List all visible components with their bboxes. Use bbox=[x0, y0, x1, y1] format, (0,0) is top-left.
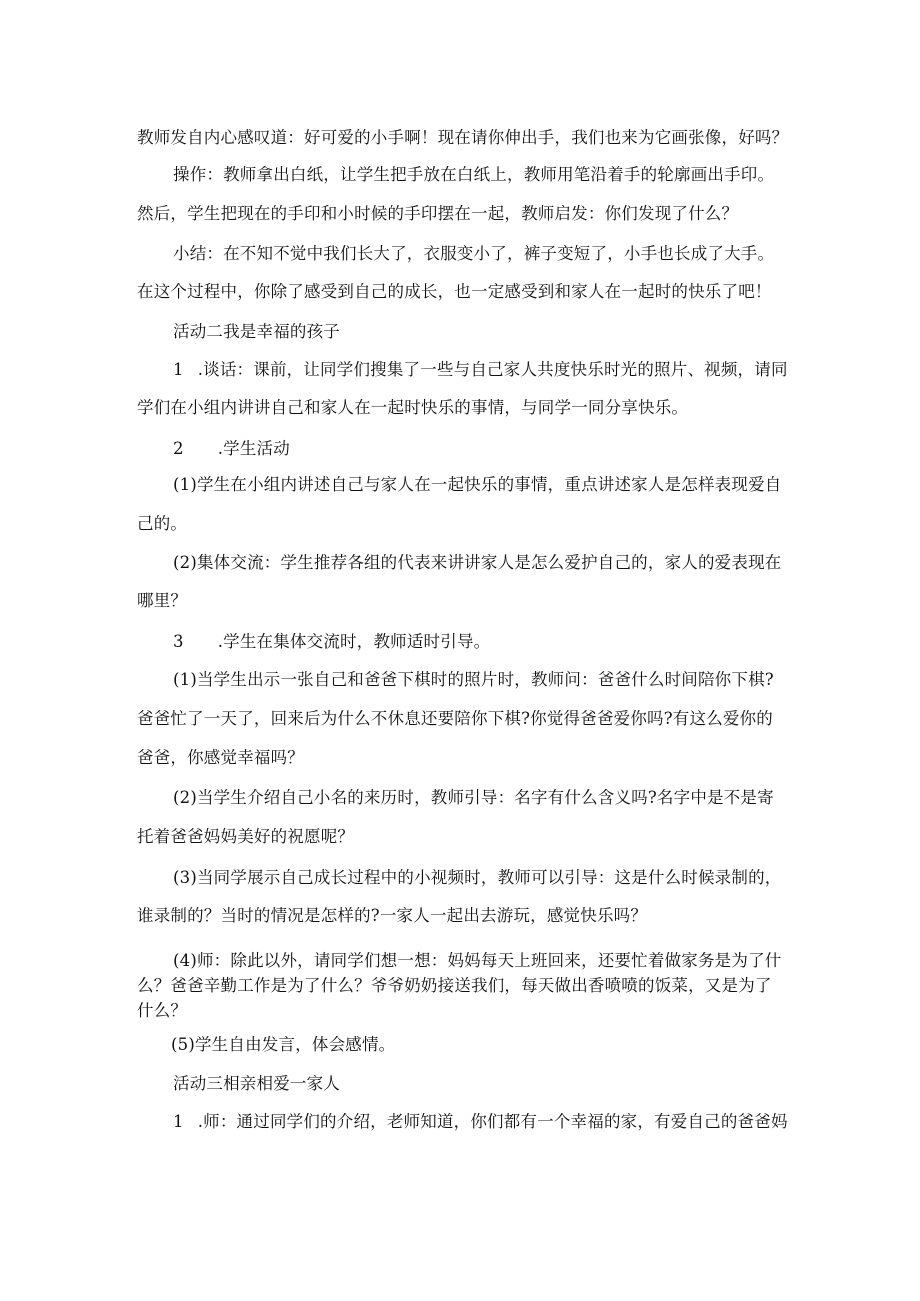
text-line: (4)师：除此以外，请同学们想一想：妈妈每天上班回来，还要忙着做家务是为了什 bbox=[173, 951, 782, 970]
item-number: 1 bbox=[173, 360, 184, 379]
text-line: (5)学生自由发言，体会感情。 bbox=[171, 1035, 396, 1054]
text-line: 在这个过程中，你除了感受到自己的成长，也一定感受到和家人在一起时的快乐了吧！ bbox=[137, 282, 772, 301]
item-number: 3 bbox=[173, 632, 184, 651]
section-heading-activity-3 bbox=[173, 1072, 340, 1096]
paragraph-sub-4b bbox=[137, 949, 781, 1023]
item-text: .学生活动 bbox=[217, 439, 290, 458]
paragraph-sub-1b bbox=[137, 668, 774, 770]
text-line: (3)当同学展示自己成长过程中的小视频时，教师可以引导：这是什么时候录制的， bbox=[173, 868, 782, 887]
item-number: 2 bbox=[173, 439, 184, 458]
text-line: 操作：教师拿出白纸，让学生把手放在白纸上，教师用笔沿着手的轮廓画出手印。 bbox=[173, 165, 775, 184]
item-text: .学生在集体交流时，教师适时引导。 bbox=[217, 632, 491, 651]
paragraph-sub-2 bbox=[137, 551, 781, 613]
paragraph-item-2 bbox=[173, 437, 290, 461]
paragraph-sub-1 bbox=[137, 473, 781, 536]
item-text: .师：通过同学们的介绍，老师知道，你们都有一个幸福的家，有爱自己的爸爸妈 bbox=[197, 1112, 788, 1131]
text-line: 么？爸爸辛勤工作是为了什么？爷爷奶奶接送我们，每天做出香喷喷的饭菜，又是为了 bbox=[137, 976, 772, 995]
text-line: 活动二我是幸福的孩子 bbox=[173, 322, 340, 341]
text-line: (2)集体交流：学生推荐各组的代表来讲讲家人是怎么爱护自己的，家人的爱表现在 bbox=[173, 553, 782, 572]
text-line: 活动三相亲相爱一家人 bbox=[173, 1074, 340, 1093]
text-line: 小结：在不知不觉中我们长大了，衣服变小了，裤子变短了，小手也长成了大手。 bbox=[173, 244, 775, 263]
text-line: (2)当学生介绍自己小名的来历时，教师引导：名字有什么含义吗?名字中是不是寄 bbox=[173, 788, 774, 807]
paragraph-item-1 bbox=[137, 358, 788, 420]
paragraph-sub-5b bbox=[171, 1033, 395, 1057]
paragraph-sub-2b bbox=[137, 786, 774, 849]
item-number: 1 bbox=[173, 1112, 184, 1131]
text-line: 爸爸忙了一天了，回来后为什么不休息还要陪你下棋?你觉得爸爸爱你吗?有这么爱你的 bbox=[137, 709, 773, 728]
text-line: 学们在小组内讲讲自己和家人在一起时快乐的事情，与同学一同分享快乐。 bbox=[137, 398, 689, 417]
text-line: 谁录制的？当时的情况是怎样的?一家人一起出去游玩，感觉快乐吗？ bbox=[137, 906, 648, 925]
paragraph-2 bbox=[137, 163, 774, 226]
item-text: .谈话：课前，让同学们搜集了一些与自己家人共度快乐时光的照片、视频，请同 bbox=[197, 360, 788, 379]
text-line: 教师发自内心感叹道：好可爱的小手啊！现在请你伸出手，我们也来为它画张像，好吗？ bbox=[137, 128, 789, 147]
paragraph-3 bbox=[137, 242, 774, 304]
text-line bbox=[137, 358, 788, 382]
text-line: (1)学生在小组内讲述自己与家人在一起快乐的事情，重点讲述家人是怎样表现爱自 bbox=[173, 475, 782, 494]
paragraph-sub-3b bbox=[137, 866, 781, 928]
section-heading-activity-2 bbox=[173, 320, 340, 344]
text-line: 哪里？ bbox=[137, 591, 188, 610]
paragraph-1 bbox=[137, 126, 788, 150]
text-line bbox=[173, 630, 490, 654]
text-line: 己的。 bbox=[137, 514, 188, 533]
paragraph-item-1c bbox=[173, 1110, 788, 1134]
text-line: 然后，学生把现在的手印和小时候的手印摆在一起，教师启发：你们发现了什么？ bbox=[137, 204, 739, 223]
text-line bbox=[173, 437, 290, 461]
paragraph-item-3 bbox=[173, 630, 490, 654]
text-line: 什么？ bbox=[137, 1001, 188, 1020]
text-line: (1)当学生出示一张自己和爸爸下棋时的照片时，教师问：爸爸什么时间陪你下棋? bbox=[173, 670, 774, 689]
text-line: 爸爸，你感觉幸福吗？ bbox=[137, 748, 304, 767]
text-line bbox=[173, 1110, 788, 1134]
text-line: 托着爸爸妈妈美好的祝愿呢？ bbox=[137, 827, 355, 846]
